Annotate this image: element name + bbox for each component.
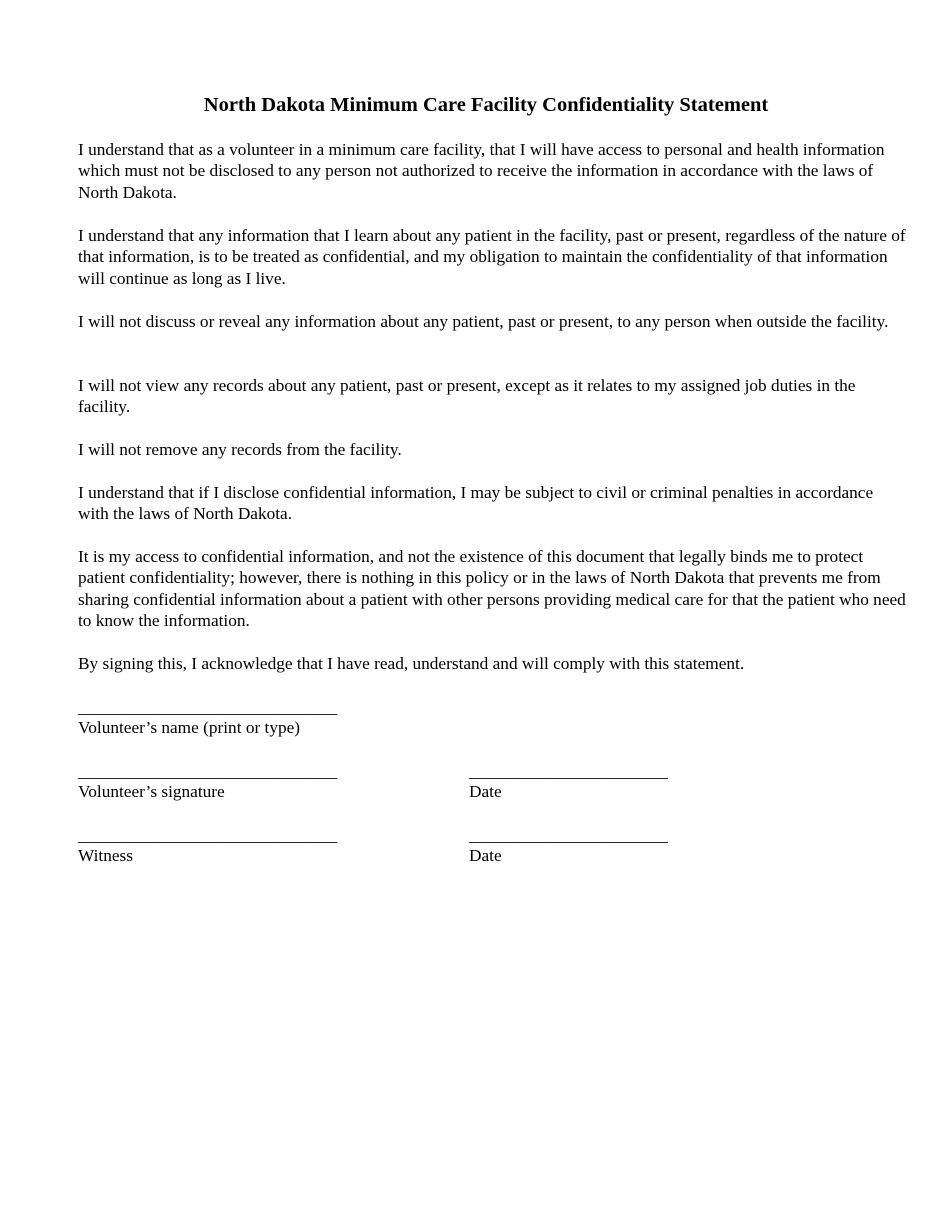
witness-signature-line[interactable]: ______________________________ (78, 826, 338, 845)
paragraph-legal-binding: It is my access to confidential information, and not the existence of this document that legally binds me to protect patient confidentiality; however, there is nothing in this policy or in the laws of North Dakota that prevents me from sharing confidential information about a patient with other persons providing medical care for that the patient who need to know the information. (78, 547, 906, 631)
witness-date-line[interactable]: _______________________ (469, 826, 668, 845)
paragraph-acknowledgement: By signing this, I acknowledge that I have read, understand and will comply with this statement. (78, 654, 745, 673)
paragraph-penalties: I understand that if I disclose confidential information, I may be subject to civil or criminal penalties in accordance with the laws of North Dakota. (78, 483, 874, 524)
volunteer-signature-line[interactable]: ______________________________ (78, 762, 338, 781)
paragraph-confidential-treatment: I understand that any information that I learn about any patient in the facility, past or present, regardless of the nature of that information, is to be treated as confidential, and my obligation to maintain the confidentiality of that information will continue as long as I live. (78, 226, 906, 288)
document-title: North Dakota Minimum Care Facility Confidentiality Statement (203, 94, 769, 116)
paragraph-access-to-information: I understand that as a volunteer in a minimum care facility, that I will have access to personal and health information which must not be disclosed to any person not authorized to receive the information in accordance with the laws of North Dakota. (78, 140, 885, 202)
paragraph-no-viewing-records: I will not view any records about any patient, past or present, except as it relates to my assigned job duties in the facility. (78, 376, 856, 417)
volunteer-date-label: Date (469, 782, 502, 801)
volunteer-name-label: Volunteer’s name (print or type) (78, 718, 301, 737)
paragraph-no-discussion: I will not discuss or reveal any information about any patient, past or present, to any person when outside the facility. (78, 312, 889, 331)
volunteer-date-line[interactable]: _______________________ (469, 762, 668, 781)
witness-label: Witness (78, 846, 133, 865)
volunteer-name-line[interactable]: ______________________________ (78, 698, 338, 717)
volunteer-signature-label: Volunteer’s signature (78, 782, 225, 801)
witness-date-label: Date (469, 846, 502, 865)
paragraph-no-removing-records: I will not remove any records from the facility. (78, 440, 402, 459)
